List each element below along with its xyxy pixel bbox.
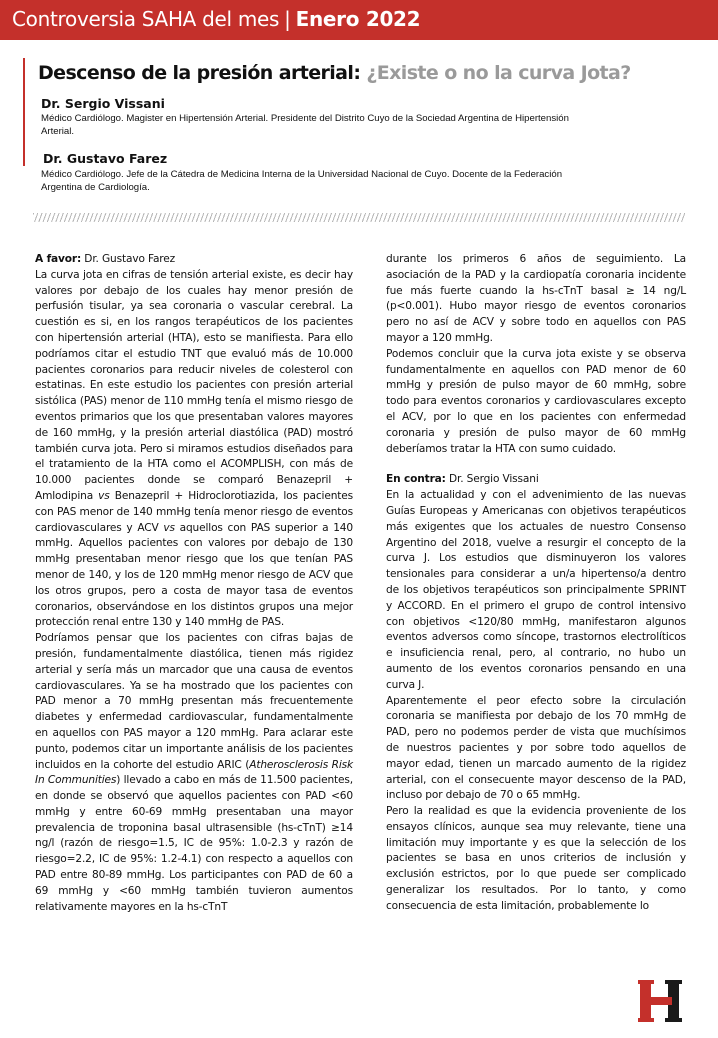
text-run: La curva jota en cifras de tensión arterial existe, es decir hay valores por debajo de los cuales hay menor presión de perfusión tisular, ya sea coronaria o vascular cerebral. La cuestión es si, en los rangos terapéuticos de los pacientes con hipertensión arterial (HTA), esto se manifiesta. Para ello podríamos citar el estudio TNT que evaluó más de 10.000 pacientes coronarios para reducir niveles de colesterol con estatinas. En este estudio los pacientes con presión arterial sistólica (PAS) menor de 110 mmHg tenía el mismo riesgo de eventos primarios que los que presentaban valores mayores de 160 mmHg, y la presión arterial diastólica (PAD) mostró también curva jota. Pero si miramos estudios diseñados para el tratamiento de la HTA como el ACOMPLISH, con más de 10.000 pacientes donde se comparó Benazepril + Amlodipina: [35, 268, 353, 502]
favor-heading: [35, 252, 353, 268]
author-name-farez: Dr. Gustavo Farez: [43, 151, 168, 166]
header-series-name: Controversia SAHA del mes: [12, 7, 280, 31]
text-run-italic: Atherosclerosis Risk In Communities: [35, 758, 354, 787]
text-run: Benazepril + Hidroclorotiazida, los pacientes con PAS menor de 140 mmHg tenía menor riesgo de eventos cardiovasculares y ACV: [35, 489, 353, 534]
favor-paragraph-1: [35, 268, 353, 631]
contra-paragraph-1: En la actualidad y con el advenimiento de las nuevas Guías Europeas y Americanas con objetivos terapéuticos más exigentes que los actuales de nuestro Consenso Argentino del 2018, vuelve a resurgir el concepto de la curva J. Los estudios que disminuyeron los valores tensionales para considerar a un/a hipertenso/a dentro de los objetivos terapéuticos son principalmente SPRINT y ACCORD. En el primero el grupo de control intensivo con objetivos <120/80 mmHg, manifestaron algunos eventos adversos como síncope, trastornos electrolíticos e insuficiencia renal, pero, al contrario, no hubo un aumento de los eventos coronarios pensando en una curva J.: [386, 489, 686, 691]
contra-heading: [386, 472, 686, 488]
favor-label: A favor:: [35, 253, 82, 265]
header-title: [12, 5, 420, 33]
logo-serif: [665, 980, 682, 984]
article-title-question: ¿Existe o no la curva Jota?: [366, 62, 631, 84]
header-date: Enero 2022: [295, 7, 421, 31]
logo-crossbar: [648, 997, 672, 1005]
favor-paragraph-3: durante los primeros 6 años de seguimiento. La asociación de la PAD y la cardiopatía coronaria incidente fue más fuerte cuando la hs-cTnT basal ≥ 14 ng/L (p<0.001). Hubo mayor riesgo de eventos coronarios pero no así de ACV y sobre todo en aquellos con PAS mayor a 120 mmHg.: [386, 253, 686, 344]
logo-serif: [638, 980, 654, 984]
author-desc-line: Arterial.: [41, 126, 75, 137]
text-run: aquellos con PAS superior a 140 mmHg. Aquellos pacientes con valores por debajo de 130 mmHg presentaban menor riesgo que los que tenían PAS menor de 140, y los de 120 mmHg menor riesgo de ACV que los otros grupos, pero a costa de mayor tasa de eventos coronarios, observándose en los distintos grupos una mejor protección renal entre 130 y 140 mmHg de PAS.: [35, 521, 353, 629]
contra-paragraph-2: Aparentemente el peor efecto sobre la circulación coronaria se manifiesta por debajo de los 70 mmHg de PAD, pero no podemos perder de vista que muchísimos de nuestros pacientes y por sobre todo aquellos de mayor edad, tienen un marcado aumento de la rigidez arterial, con el consecuente mayor descenso de la PAD, incluso por debajo de 70 o 65 mmHg.: [386, 694, 686, 802]
logo-serif: [665, 1018, 682, 1022]
author-desc-line: Médico Cardiólogo. Jefe de la Cátedra de Medicina Interna de la Universidad Nacional de Cuyo. Docente de la Federación: [41, 169, 563, 180]
contra-author: Dr. Sergio Vissani: [445, 473, 539, 486]
header-separator: |: [284, 7, 291, 31]
logo-serif: [638, 1018, 654, 1022]
text-run-italic: vs: [163, 521, 175, 534]
text-run: ) llevado a cabo en más de 11.500 pacientes, en donde se observó que aquellos pacientes con PAD <60 mmHg y entre 60-69 mmHg presentaban una mayor prevalencia de troponina basal ultrasensible (hs-cTnT) ≥14 ng/l (razón de riesgo=1.5, IC de 95%: 1.0-2.3 y razón de riesgo=2.2, IC de 95%: 1.2-4.1) con respecto a aquellos con PAD entre 80-89 mmHg. Los participantes con PAD de 60 a 69 mmHg y <60 mmHg también tuvieron aumentos relativamente mayores en la hs-cTnT: [35, 774, 353, 913]
title-accent-bar: [23, 58, 25, 166]
author-desc-vissani: [41, 112, 681, 138]
favor-author: Dr. Gustavo Farez: [81, 253, 176, 265]
favor-paragraph-2: [35, 631, 353, 915]
contra-paragraph-3: Pero la realidad es que la evidencia proveniente de los ensayos clínicos, aunque sea muy relevante, tiene una limitación muy importante y es que la selección de los pacientes se basa en unos criterios de inclusión y exclusión estrictos, por lo que puede ser complicado generalizar los resultados. Por lo tanto, y como consecuencia de esta limitación, probablemente lo: [386, 805, 686, 912]
author-desc-line: Argentina de Cardiología.: [41, 182, 150, 193]
text-run-italic: vs: [98, 489, 110, 502]
author-name-vissani: Dr. Sergio Vissani: [41, 96, 165, 111]
header-bar: [0, 0, 718, 40]
favor-paragraph-4: Podemos concluir que la curva jota existe y se observa fundamentalmente en aquellos con PAD menor de 60 mmHg y presión de pulso mayor de 60 mmHg, sobre todo para eventos coronarios y cardiovasculares excepto el ACV, por lo que en los pacientes con enfermedad coronaria y presión de pulso mayor de 60 mmHg deberíamos tratar la HTA con sumo cuidado.: [386, 347, 686, 455]
article-title-main: Descenso de la presión arterial:: [38, 62, 361, 84]
contra-label: En contra:: [386, 473, 446, 486]
section-divider: [33, 213, 685, 222]
author-desc-line: Médico Cardiólogo. Magister en Hipertensión Arterial. Presidente del Distrito Cuyo de la Sociedad Argentina de Hipertensión: [41, 113, 569, 124]
saha-h-logo-icon: [638, 978, 688, 1024]
author-desc-farez: [41, 168, 681, 194]
article-title: [38, 62, 631, 84]
column-left: [35, 252, 353, 915]
column-right: [386, 252, 686, 915]
text-run: Podríamos pensar que los pacientes con cifras bajas de presión, fundamentalmente diastólica, tienen más rigidez arterial y sería más un marcador que una causa de eventos cardiovasculares. Ya se ha mostrado que los pacientes con PAD menor a 70 mmHg presentan más frecuentemente diabetes y enfermedad cardiovascular, fundamentalmente en aquellos con PAS mayor a 120 mmHg. Para aclarar este punto, podemos citar un importante análisis de los pacientes incluidos en la cohorte del estudio ARIC (: [35, 632, 353, 771]
